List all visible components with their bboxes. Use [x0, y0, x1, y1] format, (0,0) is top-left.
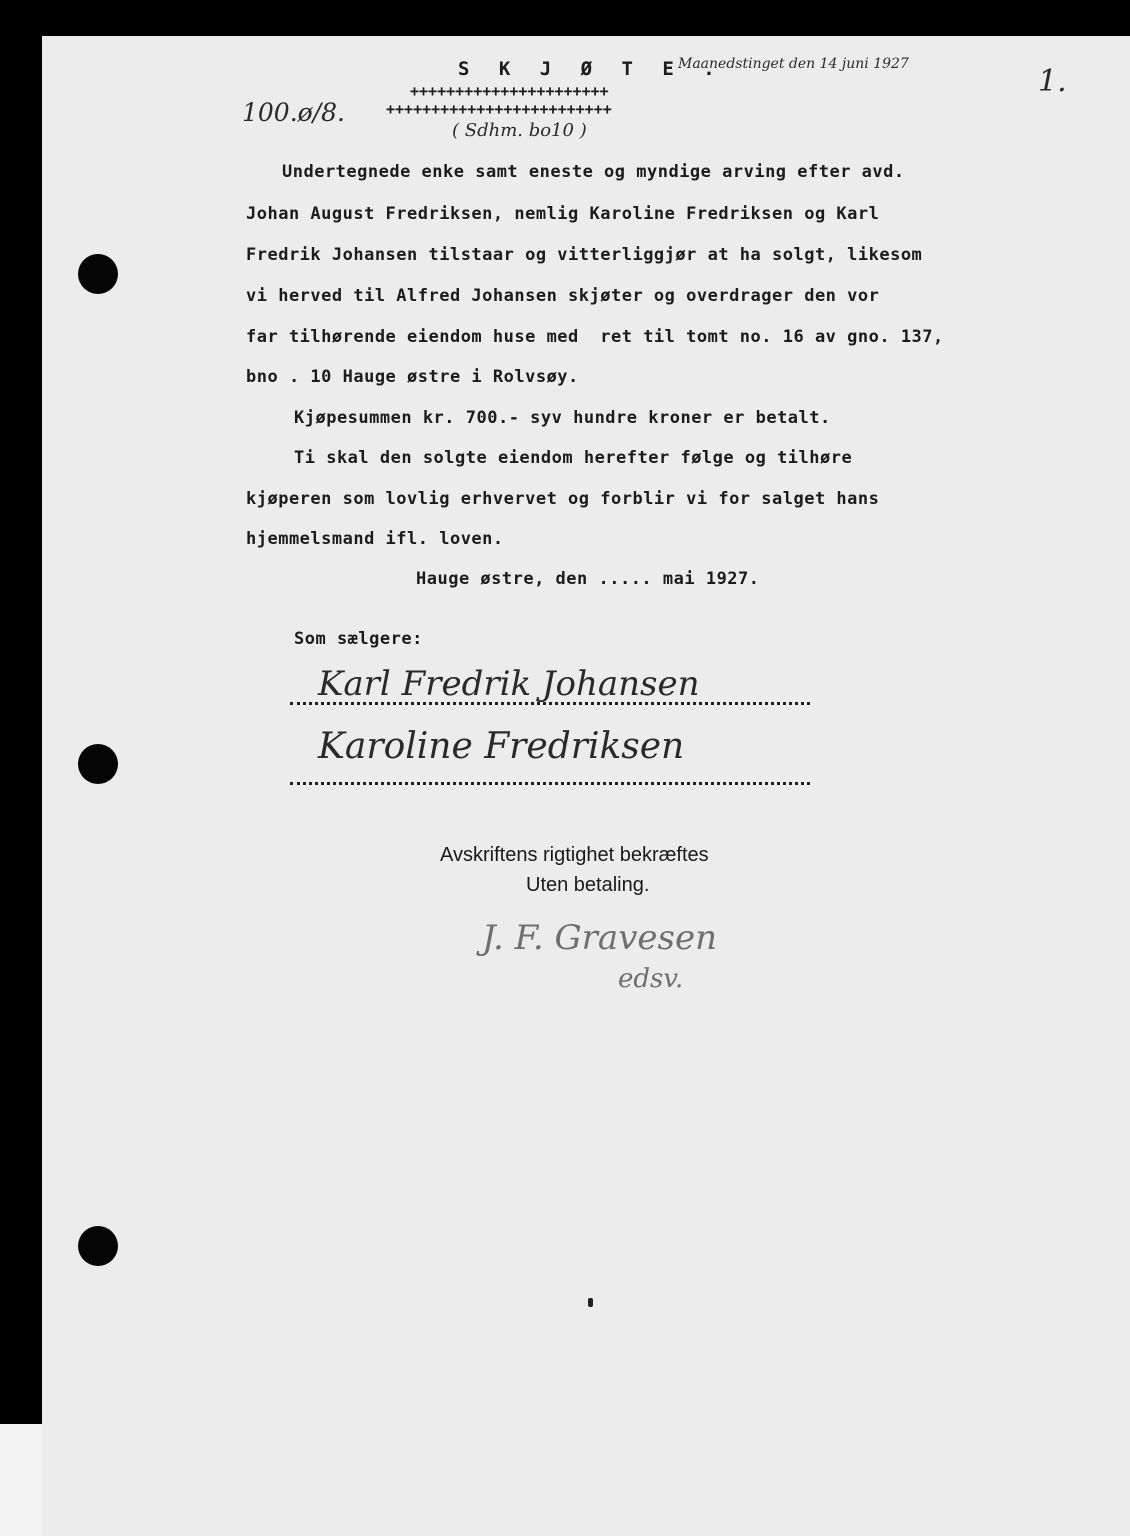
- body-line-4: vi herved til Alfred Johansen skjøter og overdrager den vor: [246, 286, 880, 306]
- punch-hole-top: [78, 254, 118, 294]
- white-corner-strip: [0, 1424, 42, 1536]
- document-page: [42, 36, 1130, 1536]
- body-line-7: Kjøpesummen kr. 700.- syv hundre kroner er betalt.: [294, 408, 831, 428]
- signature-line-2: [290, 782, 810, 785]
- body-line-10: hjemmelsmand ifl. loven.: [246, 529, 504, 549]
- body-line-5: far tilhørende eiendom huse med ret til tomt no. 16 av gno. 137,: [246, 327, 944, 347]
- registration-note: Maanedstinget den 14 juni 1927: [678, 56, 909, 72]
- certification-line-1: Avskriftens rigtighet bekræftes: [440, 844, 709, 866]
- title-underline-row-1: ++++++++++++++++++++++: [410, 82, 609, 100]
- body-line-6: bno . 10 Hauge østre i Rolvsøy.: [246, 367, 579, 387]
- place-date: Hauge østre, den ..... mai 1927.: [416, 569, 760, 589]
- document-title: S K J Ø T E .: [458, 58, 724, 80]
- sellers-label: Som sælgere:: [294, 629, 423, 649]
- certification-line-2: Uten betaling.: [526, 874, 650, 896]
- body-line-9: kjøperen som lovlig erhvervet og forblir vi for salget hans: [246, 489, 880, 509]
- seller-signature-2: Karoline Fredriksen: [318, 726, 685, 767]
- page-number: 1.: [1038, 64, 1067, 99]
- punch-hole-middle: [78, 744, 118, 784]
- body-line-1: Undertegnede enke samt eneste og myndige arving efter avd.: [282, 162, 905, 182]
- punch-hole-bottom: [78, 1226, 118, 1266]
- signature-line-1: [290, 702, 810, 705]
- title-underline-row-2: +++++++++++++++++++++++++: [386, 100, 612, 118]
- certifier-signature: J. F. Gravesen: [482, 918, 717, 958]
- ink-dot: [588, 1298, 593, 1307]
- seller-signature-1: Karl Fredrik Johansen: [318, 664, 700, 704]
- body-line-2: Johan August Fredriksen, nemlig Karoline Fredriksen og Karl: [246, 204, 880, 224]
- reference-note: ( Sdhm. bo10 ): [452, 120, 587, 141]
- margin-note: 100.ø/8.: [242, 98, 345, 127]
- body-line-8: Ti skal den solgte eiendom herefter følge og tilhøre: [294, 448, 853, 468]
- body-line-3: Fredrik Johansen tilstaar og vitterliggjør at ha solgt, likesom: [246, 245, 923, 265]
- certifier-title: edsv.: [618, 964, 684, 994]
